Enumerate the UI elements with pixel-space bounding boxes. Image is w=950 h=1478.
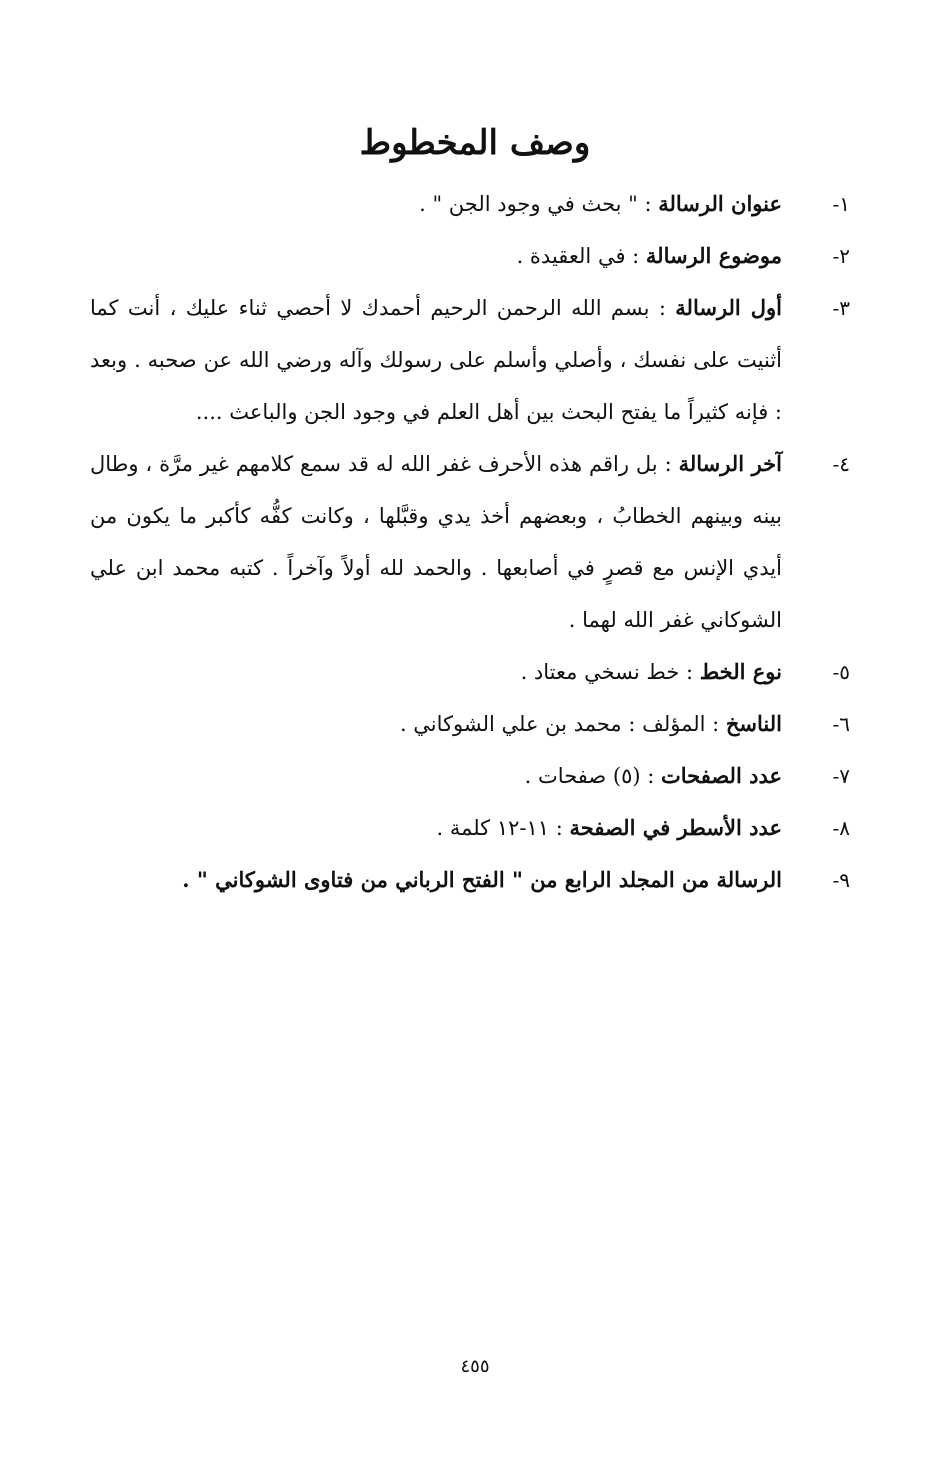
list-item-copyist	[90, 698, 850, 750]
list-item-title	[90, 178, 850, 230]
item-number: ٥-	[832, 660, 850, 684]
item-lead: عدد الصفحات	[660, 763, 782, 788]
item-body	[90, 646, 782, 698]
item-body	[90, 854, 782, 906]
item-lead: الناسخ	[725, 711, 782, 736]
item-lead: عنوان الرسالة	[658, 191, 782, 216]
item-text: : بل راقم هذه الأحرف غفر الله له قد سمع كلامهم غير مرَّة ، وطال بينه وبينهم الخطابُ ، وبعضهم أخذ يدي وقبَّلها ، وكانت كفُّه كأكبر ما يكون من أيدي الإنس مع قصرٍ في أصابعها . والحمد لله أولاً وآخراً . كتبه محمد ابن علي الشوكاني غفر الله لهما .	[90, 452, 782, 632]
item-number: ٣-	[832, 296, 850, 320]
item-body	[90, 178, 782, 230]
item-lead: عدد الأسطر في الصفحة	[569, 815, 782, 840]
manuscript-description-list	[90, 178, 850, 906]
item-body	[90, 438, 782, 646]
item-lead: أول الرسالة	[675, 295, 783, 320]
item-lead: آخر الرسالة	[678, 451, 782, 476]
item-body	[90, 698, 782, 750]
item-body	[90, 750, 782, 802]
item-lead: نوع الخط	[699, 659, 782, 684]
item-text: : خط نسخي معتاد .	[520, 660, 700, 684]
item-number: ١-	[832, 192, 850, 216]
item-body	[90, 282, 782, 438]
list-item-ending	[90, 438, 850, 646]
item-text: : " بحث في وجود الجن " .	[419, 192, 659, 216]
item-number: ٨-	[832, 816, 850, 840]
list-item-script-type	[90, 646, 850, 698]
list-item-page-count	[90, 750, 850, 802]
list-item-subject	[90, 230, 850, 282]
item-number: ٦-	[832, 712, 850, 736]
list-item-source-volume	[90, 854, 850, 906]
page-title: وصف المخطوط	[359, 123, 591, 163]
item-text: : في العقيدة .	[516, 244, 646, 268]
item-text: : ١١-١٢ كلمة .	[436, 816, 570, 840]
item-number: ٤-	[832, 452, 850, 476]
item-lead: موضوع الرسالة	[645, 243, 782, 268]
item-body	[90, 230, 782, 282]
item-text: : بسم الله الرحمن الرحيم أحمدك لا أحصي ثناء عليك ، أنت كما أثنيت على نفسك ، وأصلي وأسلم على رسولك وآله ورضي الله عن صحبه . وبعد : فإنه كثيراً ما يفتح البحث بين أهل العلم في وجود الجن والباعث ....	[90, 296, 782, 424]
item-lead: الرسالة من المجلد الرابع من " الفتح الرباني من فتاوى الشوكاني " .	[182, 867, 782, 892]
item-number: ٧-	[832, 764, 850, 788]
list-item-line-count	[90, 802, 850, 854]
item-body	[90, 802, 782, 854]
item-number: ٩-	[832, 868, 850, 892]
list-item-opening	[90, 282, 850, 438]
item-number: ٢-	[832, 244, 850, 268]
item-text: : المؤلف : محمد بن علي الشوكاني .	[399, 712, 726, 736]
item-text: : (٥) صفحات .	[524, 764, 661, 788]
page-number: ٤٥٥	[460, 1356, 490, 1377]
